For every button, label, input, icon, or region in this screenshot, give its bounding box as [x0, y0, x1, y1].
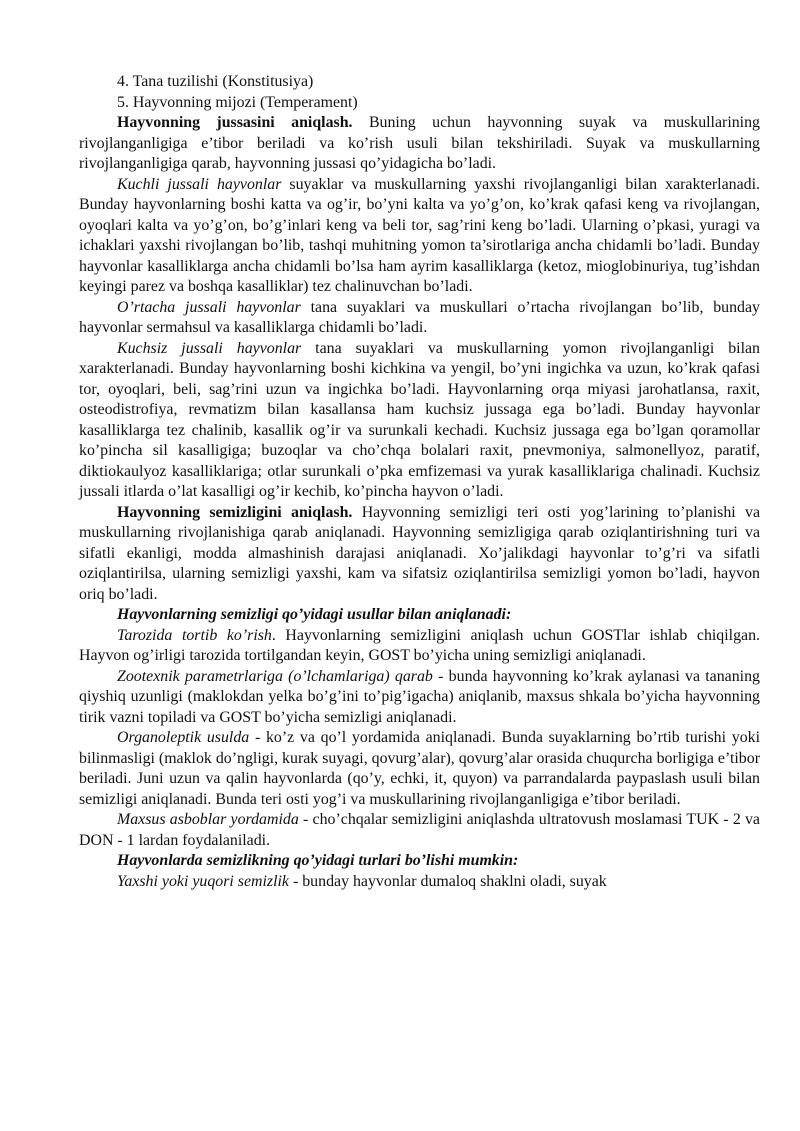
term-lead: Kuchli jussali hayvonlar: [117, 175, 282, 193]
section-heading: Hayvonning semizligini aniqlash.: [117, 503, 353, 521]
subheading-methods: [79, 605, 760, 626]
paragraph-text: tana suyaklari va muskullarning yomon rivojlanganligi bilan xarakterlanadi. Bunday hayvonlarning boshi kichkina va yengil, bo’yni ingichka va uzun, ko’krak qafasi tor, oyoqlari, beli, sag’rini uzun va ingichka bo’ladi. Hayvonlarning orqa miyasi jarohatlansa, raxit, osteodistrofiya, revmatizm bilan kasallansa ham kuchsiz jussaga ega bo’ladi. Bunday hayvonlar kasalliklarga tez chalinib, kasallik og’ir va surunkali kechadi. Kuchsiz jussaga ega bo’lgan qoramollar ko’pincha sil kasalligiga; buzoqlar va cho’chqa bolalari raxit, pnevmoniya, salmonellyoz, paratif, diktiokaulyoz kasalliklariga; otlar surunkali o’pka emfizemasi va yurak kasalliklariga chalinadi. Kuchsiz jussali itlarda o’lat kasalligi og’ir kechib, ko’pincha hayvon o’ladi.: [79, 339, 760, 500]
term-lead: Tarozida tortib ko’rish: [117, 626, 272, 644]
subheading-text: Hayvonlarning semizligi qo’yidagi usullar bilan aniqlanadi:: [117, 606, 512, 623]
paragraph-medium-build: [79, 298, 760, 339]
term-lead: Maxsus asboblar yordamida: [117, 811, 299, 828]
paragraph-high-fatness: [79, 872, 760, 893]
paragraph-text: Hayvonning semizligi teri osti yog’larining to’planishi va muskullarning rivojlanishiga qarab aniqlanadi. Hayvonning semizligiga qarab oziqlantirishning turi va sifatli ekanligi, modda almashinish darajasi aniqlanadi. Xo’jalikdagi hayvonlar to’g’ri va sifatli oziqlantirilsa, ularning semizligi yaxshi, kam va sifatsiz oziqlantirilsa semizligi yomon bo’ladi, hayvon oriq bo’ladi.: [79, 503, 760, 603]
term-lead: Yaxshi yoki yuqori semizlik: [117, 872, 289, 890]
paragraph-organoleptic: [79, 728, 760, 810]
paragraph-text: - bunda hayvonning ko’krak aylanasi va tananing qiyshiq uzunligi (maklokdan yelka bo’g’ini to’pig’igacha) aniqlanib, maxsus shkala bo’yicha hayvonning tirik vazni topiladi va GOST bo’yicha semizligi aniqlanadi.: [79, 667, 760, 726]
list-item: 4. Tana tuzilishi (Konstitusiya): [117, 73, 314, 90]
paragraph-special-devices: [79, 810, 760, 851]
paragraph-text: - bunday hayvonlar dumaloq shaklni oladi, suyak: [289, 872, 607, 890]
term-lead: Organoleptik usulda: [117, 729, 250, 746]
list-item: 5. Hayvonning mijozi (Temperament): [117, 93, 358, 111]
section-heading: Hayvonning jussasini aniqlash.: [117, 114, 353, 131]
paragraph-text: suyaklar va muskullarning yaxshi rivojlanganligi bilan xarakterlanadi. Bunday hayvonlarning boshi katta va og’ir, bo’yni kalta va yo’g’on, ko’krak qafasi keng va rivojlangan, oyoqlari kalta va yo’g’on, bo’g’inlari keng va beli tor, sag’rini keng bo’ladi. Ularning o’pkasi, yuragi va ichaklari yaxshi rivojlangan bo’lib, tashqi muhitning yomon ta’sirotlariga ancha chidamli bo’ladi. Bunday hayvonlar kasalliklarga ancha chidamli bo’lsa ham ayrim kasalliklarga (ketoz, mioglobinuriya, tug’ishdan keyingi parez va boshqa kasalliklar) tez chalinuvchan bo’ladi.: [79, 175, 760, 295]
subheading-text: Hayvonlarda semizlikning qo’yidagi turlari bo’lishi mumkin:: [117, 852, 519, 869]
paragraph-text: . Hayvonlarning semizligini aniqlash uchun GOSTlar ishlab chiqilgan. Hayvon og’irligi tarozida tortilgandan keyin, GOST bo’yicha uning semizligi aniqlanadi.: [79, 626, 761, 664]
term-lead: O’rtacha jussali hayvonlar: [117, 298, 301, 316]
paragraph-body-size: [79, 113, 760, 175]
paragraph-fatness: [79, 503, 760, 606]
term-lead: Kuchsiz jussali hayvonlar: [117, 339, 302, 357]
paragraph-weak-build: [79, 339, 760, 503]
paragraph-text: Buning uchun hayvonning suyak va muskullarining rivojlanganligiga e’tibor beriladi va ko’rish usuli bilan tekshiriladi. Suyak va muskullarning rivojlanganligiga qarab, hayvonning jussasi qo’yidagicha bo’ladi.: [79, 114, 760, 172]
subheading-types: [79, 851, 760, 872]
paragraph-zootechnical: [79, 667, 760, 729]
paragraph-strong-build: [79, 175, 760, 298]
paragraph-text: tana suyaklari va muskullari o’rtacha rivojlangan bo’lib, bunday hayvonlar sermahsul va kasalliklarga chidamli bo’ladi.: [79, 298, 760, 336]
paragraph-weighing: [79, 626, 760, 667]
paragraph-text: - ko’z va qo’l yordamida aniqlanadi. Bunda suyaklarning bo’rtib turishi yoki bilinmasligi (maklok do’ngligi, kurak suyagi, qovurg’alar), qovurg’alar orasida chuqurcha borligiga e’tibor beriladi. Juni uzun va qalin hayvonlarda (qo’y, echki, it, quyon) va parrandalarda paypaslash usuli bilan semizligi aniqlanadi. Bunda teri osti yog’i va muskullarining rivojlanganligiga e’tibor beriladi.: [79, 729, 761, 808]
paragraph-text: - cho’chqalar semizligini aniqlashda ultratovush moslamasi TUK - 2 va DON - 1 lardan foydalaniladi.: [79, 811, 760, 849]
term-lead: Zootexnik parametrlariga (o’lchamlariga) qarab: [117, 667, 433, 685]
